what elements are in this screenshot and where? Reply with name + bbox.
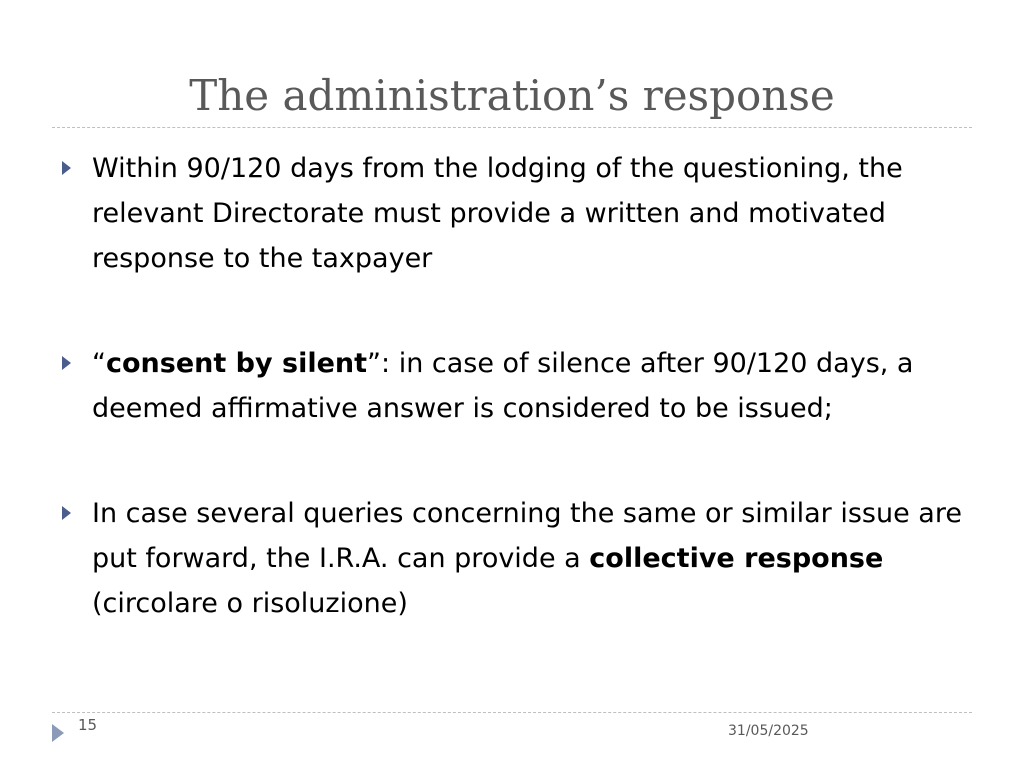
footer-divider xyxy=(52,712,972,713)
bullet-text: (circolare o risoluzione) xyxy=(92,588,408,619)
bullet-arrow-icon xyxy=(62,161,71,175)
footer-triangle-icon xyxy=(52,724,64,742)
bullet-item xyxy=(62,341,962,431)
bullet-text: ”: in case of silence after 90/120 days, a deemed affirmative answer is considered to be issued; xyxy=(92,348,914,424)
bullet-text-bold: consent by silent xyxy=(106,348,368,379)
bullet-text-bold: collective response xyxy=(589,543,884,574)
footer-date: 31/05/2025 xyxy=(728,723,809,739)
bullet-item xyxy=(62,146,962,281)
bullet-text: In case several queries concerning the same or similar issue are put forward, the I.R.A. can provide a xyxy=(92,498,962,574)
bullet-text: Within 90/120 days from the lodging of the questioning, the relevant Directorate must provide a written and motivated response to the taxpayer xyxy=(92,153,903,274)
bullet-arrow-icon xyxy=(62,356,71,370)
bullet-text-open-quote: “ xyxy=(92,348,106,379)
bullet-arrow-icon xyxy=(62,506,71,520)
bullet-list xyxy=(62,146,962,626)
bullet-item xyxy=(62,491,962,626)
slide-title: The administration’s response xyxy=(189,71,835,120)
title-divider xyxy=(52,127,972,128)
page-number: 15 xyxy=(78,716,98,734)
